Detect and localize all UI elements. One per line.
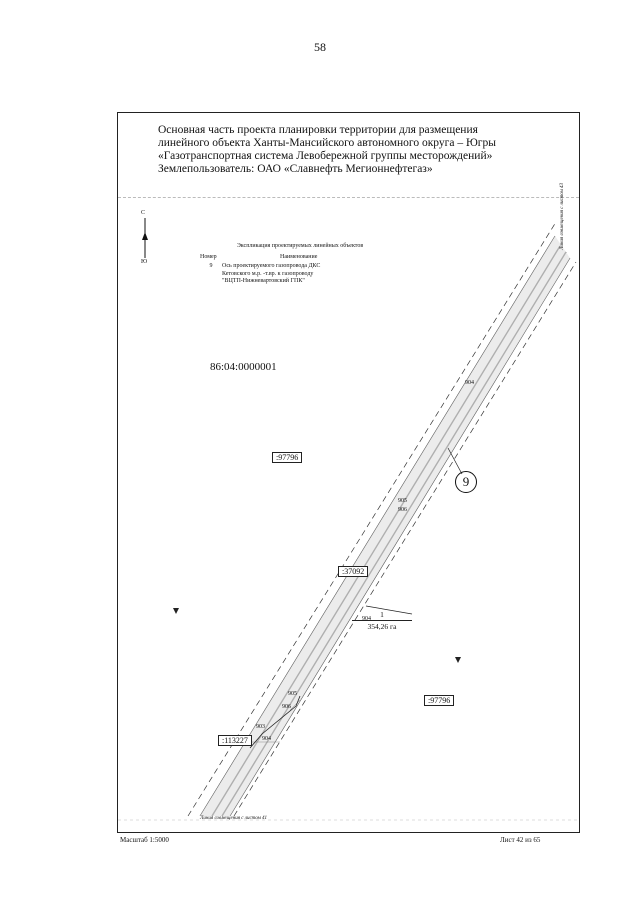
legend-header	[200, 254, 400, 262]
point-mark: 905	[288, 691, 297, 697]
legend-row-line: Кетовского м.р. -т.вр. к газопроводу	[222, 270, 314, 277]
south-label: Ю	[141, 259, 148, 265]
title-line: линейного объекта Ханты-Мансийского автономного округа – Югры	[158, 137, 496, 149]
title-line: «Газотранспортная система Левобережной группы месторождений»	[158, 150, 493, 162]
parcel-label: :113227	[218, 735, 252, 746]
legend-row-name	[222, 263, 372, 286]
point-mark: 903	[256, 724, 265, 730]
cadastral-block-number: 86:04:0000001	[210, 361, 277, 373]
area-value: 354,26 га	[367, 622, 397, 631]
point-mark: 904	[362, 616, 371, 622]
sheet-label: Лист 42 из 65	[500, 836, 541, 844]
boundary-dashed-right	[234, 262, 576, 816]
legend-table	[200, 243, 400, 286]
area-divider	[352, 620, 412, 621]
point-mark: 904	[465, 380, 474, 386]
parcel-label: :97796	[272, 452, 302, 463]
area-index: 1	[380, 610, 384, 619]
parcel-label: :37092	[338, 566, 368, 577]
object-number-circle: 9	[455, 471, 477, 493]
north-arrow-head	[142, 232, 148, 240]
title-line: Основная часть проекта планировки территории для размещения	[158, 124, 478, 136]
triangle-marker	[455, 657, 461, 663]
scale-label: Масштаб 1:5000	[120, 836, 169, 844]
parcel-label: :97796	[424, 695, 454, 706]
joint-line-label-top: Линия совмещения с листом 43	[560, 182, 565, 250]
point-mark: 906	[282, 704, 291, 710]
legend-row-number: 9	[209, 263, 213, 269]
legend-col-number: Номер	[200, 253, 217, 260]
joint-line-label-bottom: Линия совмещения с листом 41	[200, 816, 268, 821]
boundary-dashed-left	[188, 222, 556, 816]
object-leader-line	[448, 448, 462, 474]
triangle-marker	[173, 608, 179, 614]
legend-row	[200, 263, 400, 286]
point-mark: 904	[262, 736, 271, 742]
north-label: С	[141, 210, 146, 216]
legend-caption: Экспликация проектируемых линейных объектов	[236, 243, 364, 249]
legend-row-line: "ВЦТП-Нижневартовский ГПК"	[222, 278, 305, 284]
title-line: Землепользователь: ОАО «Славнефть Мегионнефтегаз»	[158, 163, 433, 175]
point-mark: 906	[398, 507, 407, 513]
legend-row-line: Ось проектируемого газопровода ДКС	[222, 263, 321, 269]
point-mark: 905	[398, 498, 407, 504]
legend-col-name: Наименование	[280, 253, 318, 260]
page-number: 58	[314, 40, 326, 54]
area-callout	[352, 610, 412, 631]
